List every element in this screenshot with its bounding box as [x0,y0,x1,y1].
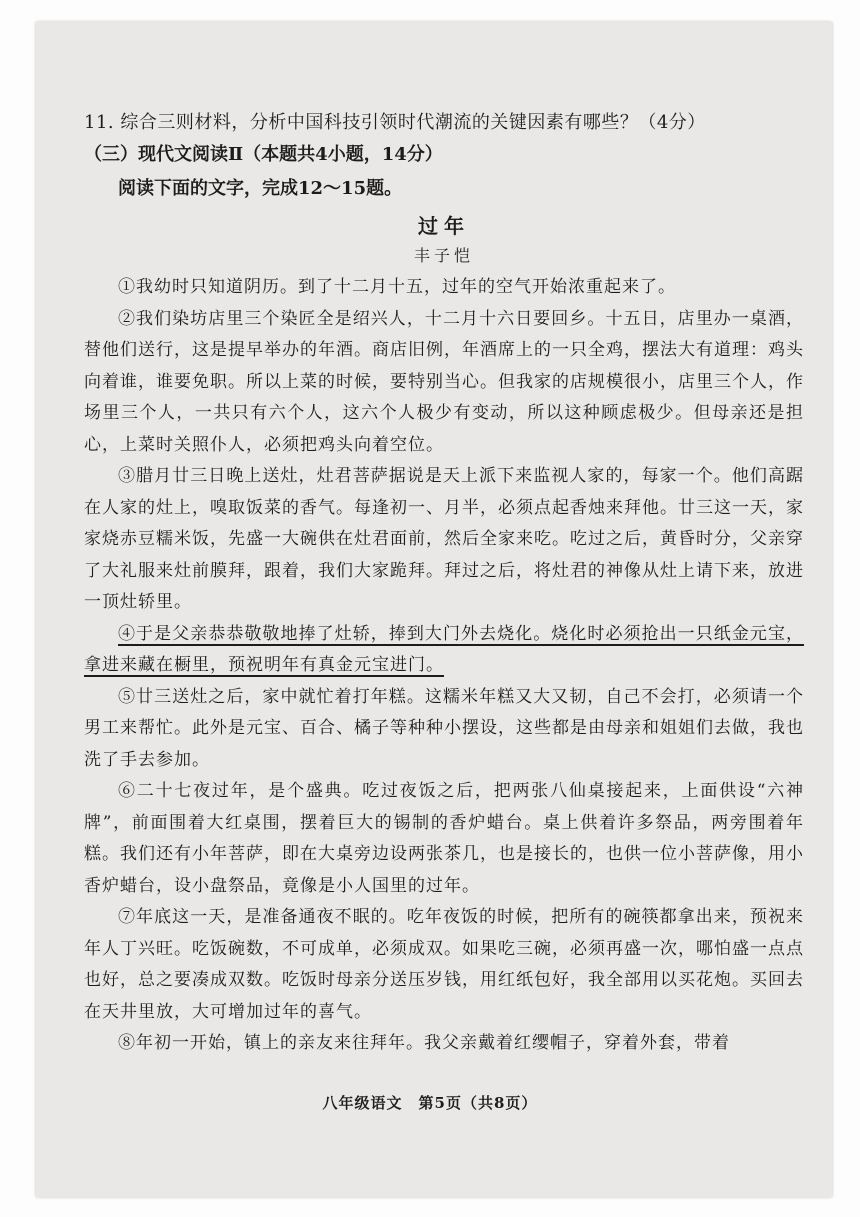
essay-paragraph-7: ⑦年底这一天，是准备通夜不眠的。吃年夜饭的时候，把所有的碗筷都拿出来，预祝来年人丁兴旺。吃饭碗数，不可成单，必须成双。如果吃三碗，必须再盛一次，哪怕盛一点点也好，总之要凑成双数。吃饭时母亲分送压岁钱，用红纸包好，我全部用以买花炮。买回去在天井里放，大可增加过年的喜气。 [84,907,804,1022]
underlined-sentence: ④于是父亲恭恭敬敬地捧了灶轿，捧到大门外去烧化。烧化时必须抢出一只纸金元宝，拿进来藏在橱里，预祝明年有真金元宝进门。 [84,623,804,675]
essay-paragraph-5: ⑤廿三送灶之后，家中就忙着打年糕。这糯米年糕又大又韧，自己不会打，必须请一个男工来帮忙。此外是元宝、百合、橘子等种种小摆设，这些都是由母亲和姐姐们去做，我也洗了手去参加。 [84,686,804,770]
page-content [84,108,804,1060]
question-11: 11. 综合三则材料，分析中国科技引领时代潮流的关键因素有哪些？（4分） [84,112,706,133]
essay-paragraph-4 [84,619,804,682]
page-footer: 八年级语文 第5页（共8页） [322,1094,538,1112]
reading-instruction: 阅读下面的文字，完成12～15题。 [118,178,403,199]
essay-paragraph-8: ⑧年初一开始，镇上的亲友来往拜年。我父亲戴着红缨帽子，穿着外套，带着 [118,1033,730,1053]
essay-author: 丰子恺 [413,246,474,265]
essay-paragraph-6: ⑥二十七夜过年，是个盛典。吃过夜饭之后，把两张八仙桌接起来，上面供设“六神牌”，前面围着大红桌围，摆着巨大的锡制的香炉蜡台。桌上供着许多祭品，两旁围着年糕。我们还有小年菩萨，即在大桌旁边设两张茶几，也是接长的，也供一位小菩萨像，用小香炉蜡台，设小盘祭品，竟像是小人国里的过年。 [84,781,804,896]
essay-title: 过年 [418,214,470,238]
essay-paragraph-3: ③腊月廿三日晚上送灶，灶君菩萨据说是天上派下来监视人家的，每家一个。他们高踞在人家的灶上，嗅取饭菜的香气。每逢初一、月半，必须点起香烛来拜他。廿三这一天，家家烧赤豆糯米饭，先盛一大碗供在灶君面前，然后全家来吃。吃过之后，黄昏时分，父亲穿了大礼服来灶前膜拜，跟着，我们大家跪拜。拜过之后，将灶君的神像从灶上请下来，放进一顶灶轿里。 [84,466,804,612]
essay-paragraph-2: ②我们染坊店里三个染匠全是绍兴人，十二月十六日要回乡。十五日，店里办一桌酒，替他们送行，这是提早举办的年酒。商店旧例，年酒席上的一只全鸡，摆法大有道理：鸡头向着谁，谁要免职。所以上菜的时候，要特别当心。但我家的店规模很小，店里三个人，作场里三个人，一共只有六个人，这六个人极少有变动，所以这种顾虑极少。但母亲还是担心，上菜时关照仆人，必须把鸡头向着空位。 [84,308,804,455]
section-heading: （三）现代文阅读Ⅱ（本题共4小题，14分） [84,144,443,165]
essay-paragraph-1: ①我幼时只知道阴历。到了十二月十五，过年的空气开始浓重起来了。 [118,277,676,297]
